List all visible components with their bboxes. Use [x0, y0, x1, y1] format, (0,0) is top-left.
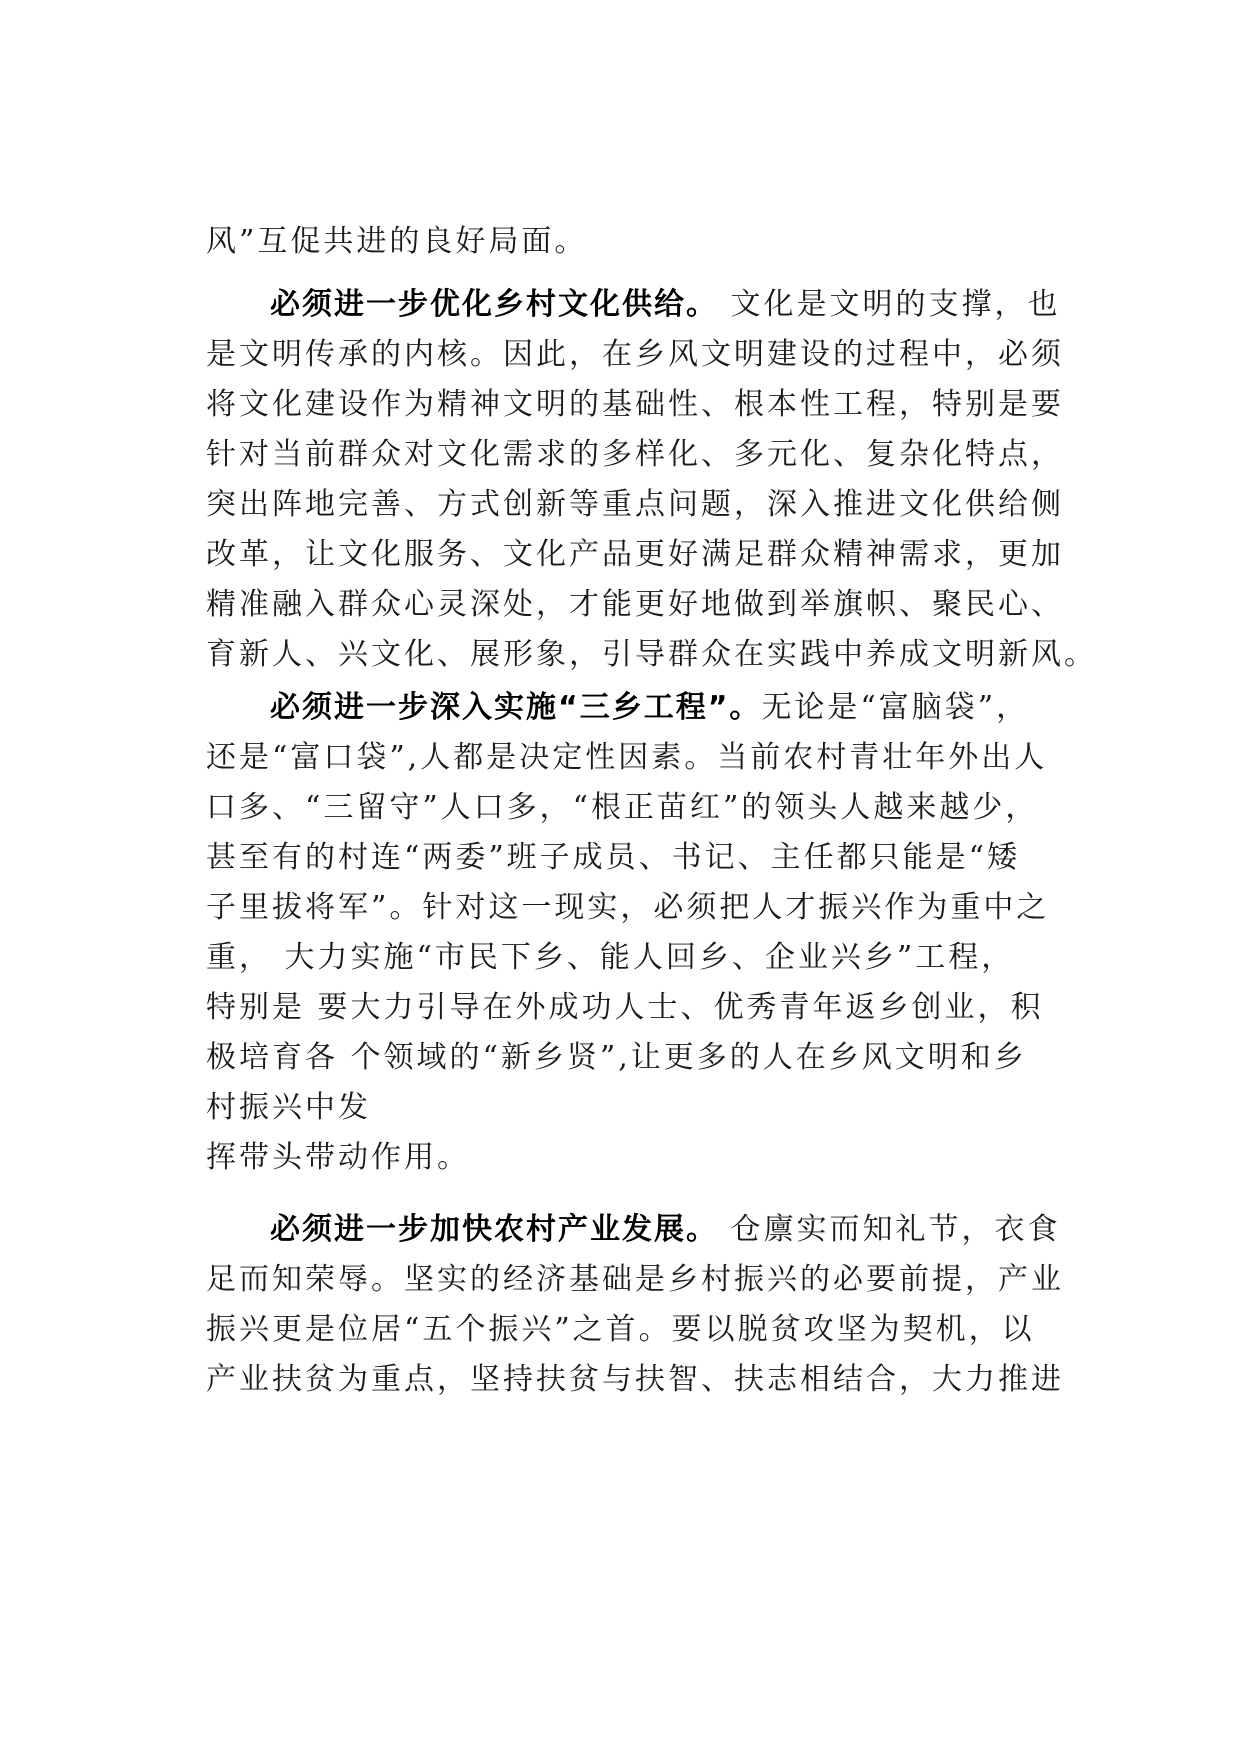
paragraph-heading: 必须进一步深入实施“三乡工程”。 [270, 690, 762, 725]
paragraph-line [206, 988, 1066, 1028]
body-text: 是文明传承的内核。因此，在乡风文明建设的过程中，必须 [206, 337, 1064, 372]
paragraph-first-line [270, 688, 1066, 728]
body-text: 产业扶贫为重点，坚持扶贫与扶智、扶志相结合，大力推进 [206, 1362, 1064, 1397]
body-text: 口多、“三留守”人口多，“根正苗红”的领头人越来越少， [206, 790, 1039, 825]
paragraph-line [206, 738, 1066, 778]
body-text: 振兴更是位居“五个振兴”之首。要以脱贫攻坚为契机，以 [206, 1312, 1035, 1347]
body-text: 文化是文明的支撑，也 [718, 287, 1061, 322]
body-text: 育新人、兴文化、展形象，引导群众在实践中养成文明新风。 [206, 637, 1097, 672]
paragraph-line [206, 635, 1097, 675]
paragraph-line [206, 485, 1066, 525]
paragraph-line [206, 788, 1066, 828]
paragraph-first-line [270, 1210, 1066, 1250]
paragraph-line [206, 838, 1066, 878]
body-text: 无论是“富脑袋”， [761, 690, 1030, 725]
body-text: 特别是 要大力引导在外成功人士、优秀青年返乡创业，积 [206, 990, 1044, 1025]
paragraph-heading: 必须进一步加快农村产业发展。 [270, 1212, 718, 1247]
paragraph-heading: 必须进一步优化乡村文化供给。 [270, 287, 718, 322]
body-text: 村振兴中发 [206, 1090, 371, 1125]
body-text: 改革，让文化服务、文化产品更好满足群众精神需求，更加 [206, 537, 1064, 572]
paragraph-line [206, 1088, 1066, 1128]
body-text: 仓廪实而知礼节，衣食 [718, 1212, 1061, 1247]
body-text: 将文化建设作为精神文明的基础性、根本性工程，特别是要 [206, 387, 1064, 422]
paragraph-line [206, 1138, 1066, 1178]
paragraph-line [206, 1360, 1066, 1400]
body-text: 子里拔将军”。针对这一现实，必须把人才振兴作为重中之 [206, 890, 1050, 925]
body-text: 甚至有的村连“两委”班子成员、书记、主任都只能是“矮 [206, 840, 1021, 875]
paragraph-line [206, 1310, 1066, 1350]
body-text: 还是“富口袋”,人都是决定性因素。当前农村青壮年外出人 [206, 740, 1048, 775]
paragraph-line [206, 888, 1066, 928]
paragraph-line [206, 222, 1066, 262]
paragraph-line [206, 535, 1066, 575]
body-text: 突出阵地完善、方式创新等重点问题，深入推进文化供给侧 [206, 487, 1064, 522]
paragraph-line [206, 1260, 1066, 1300]
paragraph-first-line [270, 285, 1066, 325]
body-text: 精准融入群众心灵深处，才能更好地做到举旗帜、聚民心、 [206, 587, 1064, 622]
body-text: 极培育各 个领域的“新乡贤”,让更多的人在乡风文明和乡 [206, 1040, 1027, 1075]
paragraph-line [206, 435, 1066, 475]
paragraph-line [206, 585, 1066, 625]
paragraph-line [206, 385, 1066, 425]
body-text: 风”互促共进的良好局面。 [206, 224, 588, 259]
body-text: 足而知荣辱。坚实的经济基础是乡村振兴的必要前提，产业 [206, 1262, 1064, 1297]
paragraph-line [206, 1038, 1066, 1078]
body-text: 挥带头带动作用。 [206, 1140, 470, 1175]
paragraph-line [206, 938, 1066, 978]
body-text: 针对当前群众对文化需求的多样化、多元化、复杂化特点， [206, 437, 1064, 472]
paragraph-line [206, 335, 1066, 375]
body-text: 重， 大力实施“市民下乡、能人回乡、企业兴乡”工程， [206, 940, 1015, 975]
